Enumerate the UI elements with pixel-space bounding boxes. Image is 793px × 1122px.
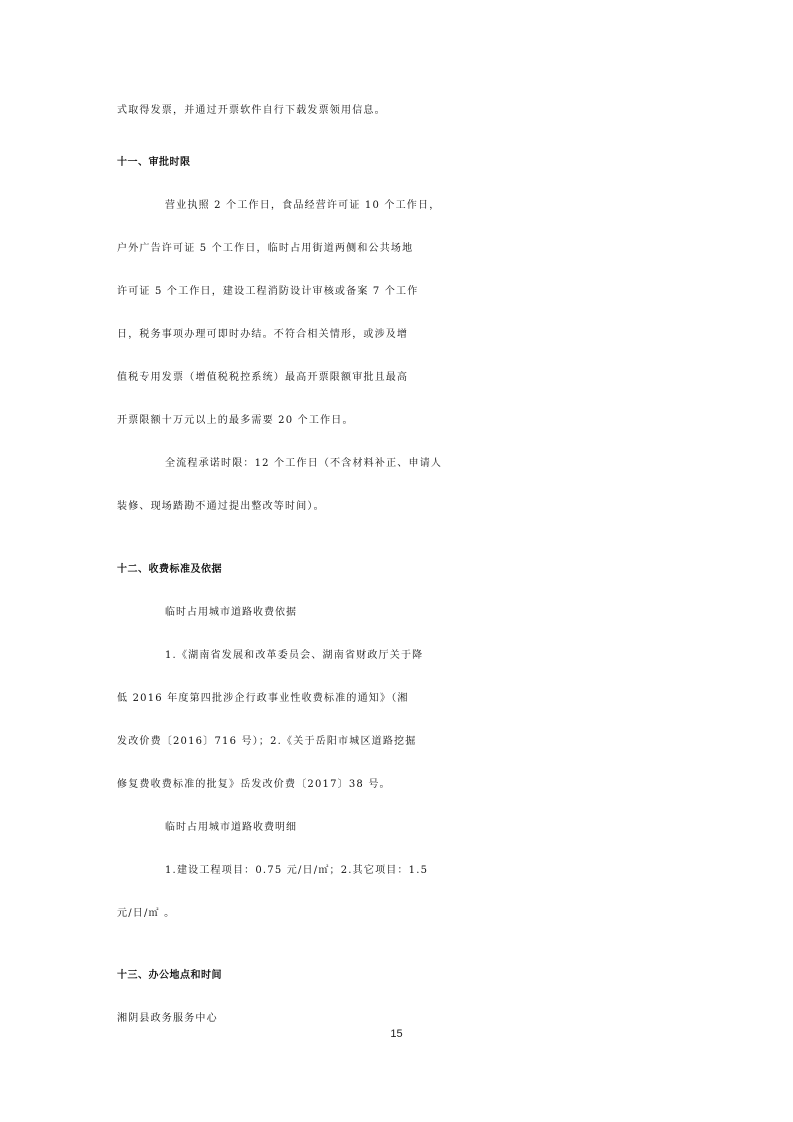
section-heading-11: 十一、审批时限 xyxy=(117,157,191,168)
paragraph-line: 日，税务事项办理可即时办结。不符合相关情形，或涉及增 xyxy=(117,329,409,340)
paragraph-line: 修复费收费标准的批复》岳发改价费〔2017〕38 号。 xyxy=(117,779,391,790)
paragraph-line: 值税专用发票（增值税税控系统）最高开票限额审批且最高 xyxy=(117,372,409,383)
paragraph-line: 1.《湖南省发展和改革委员会、湖南省财政厅关于降 xyxy=(165,650,424,661)
subheading-fee-details: 临时占用城市道路收费明细 xyxy=(165,822,297,833)
paragraph-line: 开票限额十万元以上的最多需要 20 个工作日。 xyxy=(117,415,354,426)
section-heading-12: 十二、收费标准及依据 xyxy=(117,564,222,575)
subheading-fee-basis: 临时占用城市道路收费依据 xyxy=(165,607,297,618)
paragraph-line: 湘阴县政务服务中心 xyxy=(117,1013,218,1024)
paragraph-line: 元/日/㎡ 。 xyxy=(117,908,176,919)
paragraph-line: 低 2016 年度第四批涉企行政事业性收费标准的通知》（湘 xyxy=(117,693,409,704)
paragraph-line: 发改价费〔2016〕716 号）；2.《关于岳阳市城区道路挖掘 xyxy=(117,736,417,747)
page-number: 15 xyxy=(390,1028,403,1040)
paragraph-line: 营业执照 2 个工作日，食品经营许可证 10 个工作日， xyxy=(165,200,441,211)
section-heading-13: 十三、办公地点和时间 xyxy=(117,970,222,981)
paragraph-line: 全流程承诺时限：12 个工作日（不含材料补正、申请人 xyxy=(165,458,443,469)
paragraph-line: 式取得发票，并通过开票软件自行下载发票领用信息。 xyxy=(117,105,386,116)
paragraph-line: 装修、现场踏勘不通过提出整改等时间）。 xyxy=(117,501,325,512)
paragraph-line: 1.建设工程项目：0.75 元/日/㎡；2.其它项目：1.5 xyxy=(165,865,429,876)
paragraph-line: 许可证 5 个工作日，建设工程消防设计审核或备案 7 个工作 xyxy=(117,286,419,297)
paragraph-line: 户外广告许可证 5 个工作日，临时占用街道两侧和公共场地 xyxy=(117,243,414,254)
